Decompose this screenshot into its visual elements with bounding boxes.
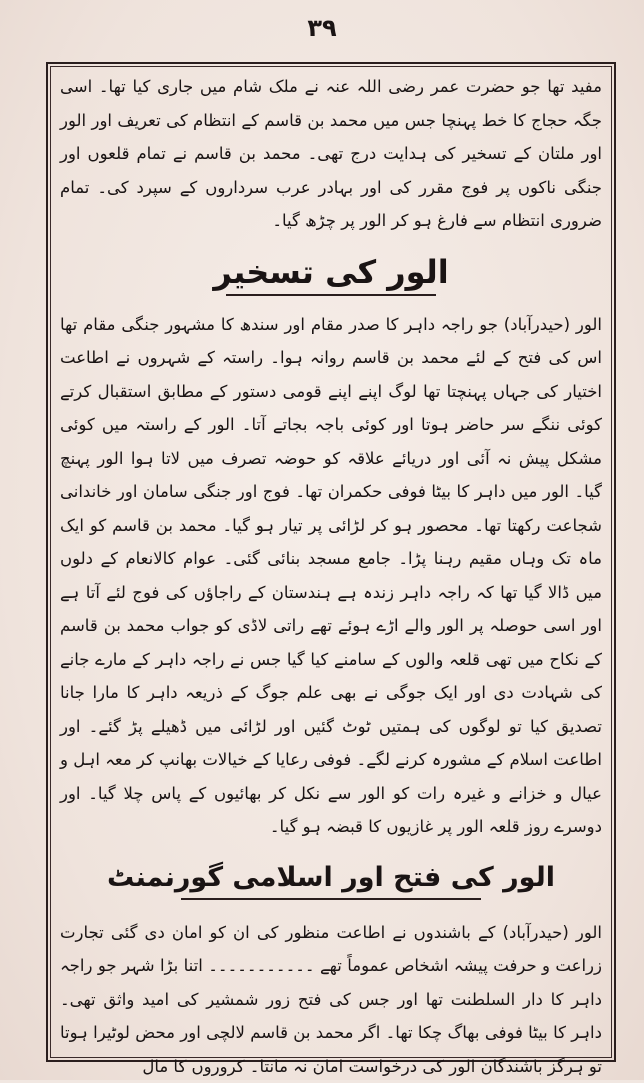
intro-paragraph: مفید تھا جو حضرت عمر رضی اللہ عنہ نے ملک شام میں جاری کیا تھا۔ اسی جگہ حجاج کا خط پہنچا جس میں محمد بن قاسم کے انتظام کی تعریف اور الور اور ملتان کے تسخیر کی ہدایت درج تھی۔ محمد بن قاسم نے تمام قلعوں اور جنگی ناکوں پر فوج مقرر کی اور بہادر عرب سرداروں کے سپرد کی۔ تمام ضروری انتظام سے فارغ ہو کر الور پر چڑھ گیا۔ <box>60 70 602 238</box>
heading-underline <box>226 294 436 296</box>
section-paragraph-alwar-conquest: الور (حیدرآباد) جو راجہ داہر کا صدر مقام اور سندھ کا مشہور جنگی مقام تھا اس کی فتح کے لئے محمد بن قاسم روانہ ہوا۔ راستہ کے شہروں نے اطاعت اختیار کی جہاں پہنچتا تھا لوگ اپنے اپنے قومی دستور کے مطابق استقبال کرتے کوئی ننگے سر حاضر ہوتا اور کوئی باجہ بجاتے آتا۔ الور کے راستہ میں کوئی مشکل پیش نہ آئی اور دریائے علاقہ کو حوضہ تصرف میں لاتا ہوا الور پہنچ گیا۔ الور میں داہر کا بیٹا فوفی حکمران تھا۔ فوج اور جنگی سامان اور خاندانی شجاعت رکھتا تھا۔ محصور ہو کر لڑائی پر تیار ہو گیا۔ محمد بن قاسم کو ایک ماہ تک وہاں مقیم رہنا پڑا۔ جامع مسجد بنائی گئی۔ عوام کالانعام کے دلوں میں ڈالا گیا تھا کہ راجہ داہر زندہ ہے ہندستان کے راجاؤں کی فوج لئے آتا ہے اور اسی حوصلہ پر الور والے اڑے ہوئے تھے راتی لاڈی کو جواب محمد بن قاسم کے نکاح میں تھی قلعہ والوں کے سامنے کیا گیا جس نے راجہ داہر کے مارے جانے کی شہادت دی اور ایک جوگی نے بھی علم جوگ کے ذریعہ داہر کا مارا جانا تصدیق کیا تو لوگوں کی ہمتیں ٹوٹ گئیں اور لڑائی میں ڈھیلے پڑ گئے۔ اور اطاعت اسلام کے مشورہ کرنے لگے۔ فوفی رعایا کے خیالات بھانپ کر معہ اہل و عیال و خزانے و غیرہ رات کو الور سے نکل کر بھائیوں کے پاس چلا گیا۔ اور دوسرے روز قلعہ الور پر غازیوں کا قبضہ ہو گیا۔ <box>60 308 602 844</box>
section-heading-islamic-government: الور کی فتح اور اسلامی گورنمنٹ <box>60 858 602 898</box>
page-content <box>60 70 602 1054</box>
section-heading-alwar-conquest: الور کی تسخیر <box>60 250 602 294</box>
section-paragraph-islamic-government: الور (حیدرآباد) کے باشندوں نے اطاعت منظور کی ان کو امان دی گئی تجارت زراعت و حرفت پیشہ اشخاص عموماً تھے ۔۔۔۔۔۔۔۔۔۔۔ اتنا بڑا شہر جو راجہ داہر کا دار السلطنت تھا اور جس کی فتح زور شمشیر کی امید واثق تھی۔ داہر کا بیٹا فوفی بھاگ چکا تھا۔ اگر محمد بن قاسم لالچی اور محض لوٹیرا ہوتا تو ہرگز باشندگان الور کی درخواست امان نہ مانتا۔ کروروں کا مال <box>60 916 602 1083</box>
page-number: ۳۹ <box>0 14 644 42</box>
heading-underline <box>181 898 481 900</box>
